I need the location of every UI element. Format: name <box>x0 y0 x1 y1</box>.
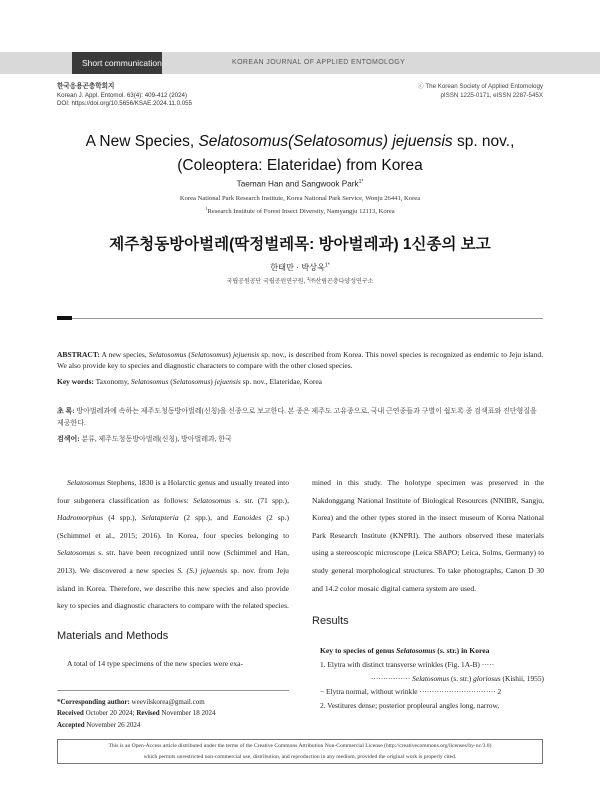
license-notice: This is an Open-Access article distributed under the terms of the Creative Commons Attribution Non-Commercial License (http://creativecommons.org/licenses/by-nc/3.0) which permits unrestricted non-commercial use, distribution, and reproduction in any medium, provided the original work is properly cited. <box>57 739 543 764</box>
journal-name-korean: 한국응용곤충학회지 <box>57 83 115 90</box>
keywords-korean: 검색어: 분류, 제주도청동방아벌레(신칭), 방아벌레과, 한국 <box>57 435 232 443</box>
corresponding-email[interactable]: weevilskorea@gmail.com <box>129 698 205 706</box>
materials-methods-text: A total of 14 type specimens of the new species were exa- <box>67 659 244 668</box>
journal-name: KOREAN JOURNAL OF APPLIED ENTOMOLOGY <box>232 59 406 66</box>
section-label: Short communication <box>72 52 162 74</box>
affiliations-korean: 국립공원공단 국립공원연구원, $^1$㈜산림곤충다양성연구소 <box>226 276 374 285</box>
affiliations-english: Korea National Park Research Institute, Korea National Park Service, Wonju 26441, Korea $^1$Research Institute of Forest Insect Diversity, Namyangju 12113, Korea <box>179 195 421 215</box>
key-line: 2. Vestitures dense; posterior propleural angles long, narrow, <box>320 700 500 710</box>
abstract-korean: 초 록: 방아벌레과에 속하는 제주도청동방아벌레(신칭)을 신종으로 보고한다. 본 종은 제주도 고유종으로, 국내 근연종들과 구별이 쉽도록 종 검색표와 진단형질을 제공한다. <box>57 407 537 428</box>
separator-rule <box>72 318 543 319</box>
citation: Korean J. Appl. Entomol. 63(4): 409-412 (2024) <box>57 91 188 99</box>
copyright: ⓒ The Korean Society of Applied Entomology <box>417 83 543 90</box>
issn: pISSN 1225-0171, eISSN 2287-545X <box>440 91 543 99</box>
copyright-block <box>418 83 543 100</box>
authors-english: Taeman Han and Sangwook Park$^{1*}$ <box>236 179 364 189</box>
abstract-english: ABSTRACT: A new species, Selatosomus (Selatosomus) jejuensis sp. nov., is described from Korea. This novel species is recognized as endemic to Jeju island. We also provide key to species and diagnostic characters to compare with the other closed species. <box>57 350 543 371</box>
article-title-english: A New Species, Selatosomus(Selatosomus) jejuensis sp. nov., (Coleoptera: Elateridae) from Korea <box>85 133 515 174</box>
doi-link[interactable]: DOI: https://doi.org/10.5656/KSAE.2024.11.0.055 <box>57 100 193 108</box>
authors-korean: 한태만 · 박상욱$^{1*}$ <box>270 262 330 272</box>
citation-block <box>57 83 192 109</box>
methods-continuation: mined in this study. The holotype specimen was preserved in the Nakdonggang National Institute of Biological Resources (NNIBR, Sangju, Korea) and the other types stored in the insect museum of Korea National Park Research Institute (KNPRI). The authors observed these materials using a stereoscopic microscope (Leica S8APO; Leica, Solms, Germany) to study general morphological structures. To take photographs, Canon D 30 and 14.2 color mosaic digital camera system are used. <box>312 478 544 593</box>
key-line: 1. Elytra with distinct transverse wrinkles (Fig. 1A-B) ····· <box>320 660 495 669</box>
key-line: − Elytra normal, without wrinkle ······························· 2 <box>320 687 502 696</box>
footnote: *Corresponding author: weevilskorea@gmail.com Received October 20 2024; Revised November 18 2024 Accepted November 26 2024 <box>57 698 216 729</box>
article-title-korean: 제주청동방아벌레(딱정벌레목: 방아벌레과) 1신종의 보고 <box>109 236 491 253</box>
key-title: Key to species of genus Selatosomus (s. str.) in Korea <box>320 646 490 655</box>
materials-methods-heading: Materials and Methods <box>57 630 169 642</box>
footnote-rule <box>57 690 289 691</box>
intro-paragraph: Selatosomus Stephens, 1830 is a Holarctic genus and usually treated into four subgenera classification as follows: Selatosomus s. str. (71 spp.), Hadromorphus (4 spp.), Selatapteria (2 spp.), and Eanoides (2 sp.) (Schimmel et al., 2015; 2016). In Korea, four species belonging to Selatosomus s. str. have been recognized until now (Schimmel and Han, 2013). We discovered a new species S. (S.) jejuensis sp. nov. from Jeju island in Korea. Therefore, we describe this new species and also provide key to species and diagnostic characters to compare with the related species. <box>57 478 289 611</box>
species-key <box>320 658 544 712</box>
key-line: ················ Selatosomus (s. str.) gloriosus (Kishii, 1955) <box>370 673 544 683</box>
results-heading: Results <box>312 615 349 627</box>
keywords-english: Key words: Taxonomy, Selatosomus (Selatosomus) jejuensis sp. nov., Elateridae, Korea <box>57 377 323 386</box>
separator-accent <box>57 316 72 320</box>
